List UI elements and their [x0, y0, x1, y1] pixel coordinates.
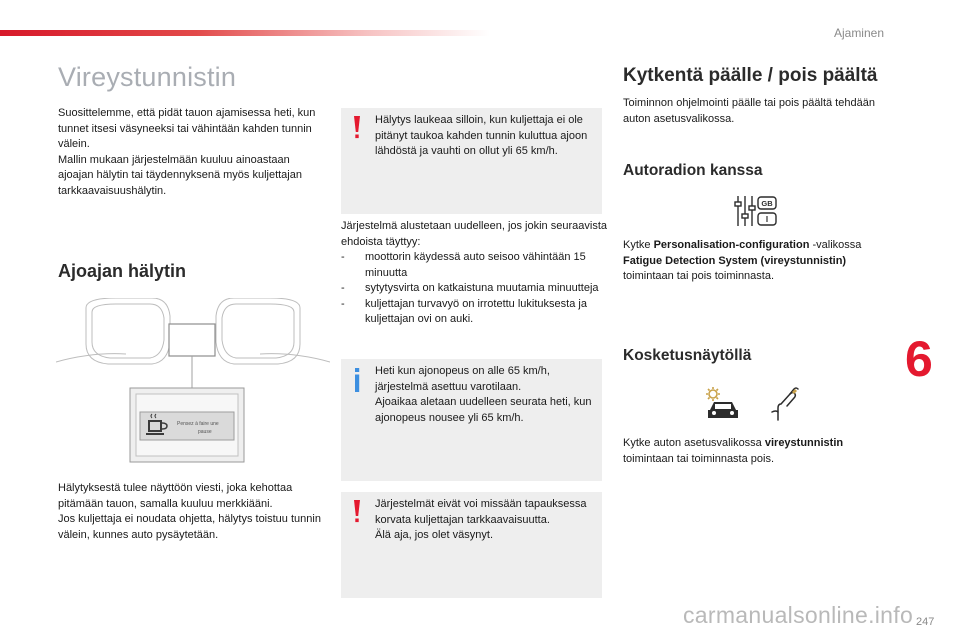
radio-menu-name: Personalisation-configuration: [653, 239, 810, 251]
screen-message-line-2: pause: [198, 429, 212, 435]
reset-intro: Järjestelmä alustetaan uudelleen, jos jokin seuraavista ehdoista täyttyy:: [341, 220, 607, 248]
radio-heading: Autoradion kanssa: [623, 162, 763, 179]
warning-text-2: [375, 497, 594, 544]
touchscreen-text-suffix: toimintaan tai toiminnasta pois.: [623, 452, 775, 465]
page-title: Vireystunnistin: [58, 62, 237, 92]
watermark: carmanualsonline.info: [683, 602, 914, 628]
radio-icon-label-i: I: [765, 215, 769, 224]
warning-box-attention: [341, 492, 602, 598]
warning-box-alert-trigger: [341, 108, 602, 214]
radio-text-mid: -valikossa: [809, 239, 862, 251]
header-accent-bar: [0, 30, 490, 36]
screen-message-line-1: Pensez à faire une: [177, 421, 219, 427]
drive-time-paragraph-1: Hälytyksestä tulee näyttöön viesti, joka kehottaa pitämään tauon, samalla kuuluu merkkiääni.: [58, 482, 293, 510]
warning-2-paragraph-2: Älä aja, jos olet väsynyt.: [375, 529, 494, 541]
activation-heading: Kytkentä päälle / pois päältä: [623, 65, 878, 86]
drive-time-heading: Ajoajan hälytin: [58, 261, 187, 281]
touchscreen-text-prefix: Kytke auton asetusvalikossa: [623, 437, 765, 449]
info-paragraph-1: Heti kun ajonopeus on alle 65 km/h, järjestelmä asettuu varotilaan.: [375, 365, 550, 393]
touchscreen-function-name: vireystunnistin: [764, 437, 844, 449]
radio-icon-label-gb: GB: [761, 199, 773, 208]
warning-exclamation-icon: [353, 116, 361, 140]
info-icon: [353, 368, 361, 392]
radio-text: [623, 238, 898, 285]
section-label: Ajaminen: [833, 26, 884, 40]
warning-exclamation-icon: [353, 500, 361, 524]
radio-text-suffix: toimintaan tai pois toiminnasta.: [623, 270, 775, 282]
reset-conditions-list: [341, 250, 607, 328]
list-item: [341, 281, 607, 297]
car-settings-icon: [704, 384, 742, 422]
page-number: 247: [916, 616, 935, 628]
list-item-text: kuljettajan turvavyö on irrotettu lukituksesta ja kuljettajan ovi on auki.: [365, 297, 587, 325]
touch-hand-icon: [770, 386, 800, 422]
list-item-text: sytytysvirta on katkaistuna muutamia minuutteja: [365, 282, 599, 294]
radio-function-name: Fatigue Detection System (vireystunnistin): [623, 254, 847, 267]
dashboard-alert-illustration: [56, 298, 330, 468]
touchscreen-heading: Kosketusnäytöllä: [623, 347, 752, 364]
settings-sliders-icon: [732, 194, 778, 228]
info-paragraph-2: Ajoaikaa aletaan uudelleen seurata heti, kun ajonopeus nousee yli 65 km/h.: [375, 396, 592, 424]
list-item: [341, 297, 607, 328]
info-box-standby: [341, 359, 602, 481]
list-item-text: moottorin käydessä auto seisoo vähintään 15 minuutta: [365, 251, 586, 279]
activation-text: Toiminnon ohjelmointi päälle tai pois päältä tehdään auton asetusvalikossa.: [623, 97, 875, 125]
list-dash: -: [341, 282, 345, 294]
chapter-number: 6: [905, 331, 933, 387]
touchscreen-text: [623, 436, 893, 467]
list-dash: -: [341, 297, 345, 310]
radio-text-prefix: Kytke: [623, 239, 654, 251]
drive-time-text: [58, 481, 326, 543]
info-text: [375, 364, 594, 426]
intro-text: [58, 106, 326, 199]
intro-paragraph-2: Mallin mukaan järjestelmään kuuluu ainoastaan ajoajan hälytin tai täydennyksenä myös kuljettajan tarkkaavaisuushälytin.: [58, 153, 302, 197]
warning-2-paragraph-1: Järjestelmät eivät voi missään tapauksessa korvata kuljettajan tarkkaavaisuutta.: [375, 498, 587, 526]
drive-time-paragraph-2: Jos kuljettaja ei noudata ohjetta, hälytys toistuu tunnin välein, kunnes auto pysäytetään.: [58, 513, 321, 541]
warning-text-1: Hälytys laukeaa silloin, kun kuljettaja ei ole pitänyt taukoa kahden tunnin kuluttua ajoon lähdöstä ja vauhti on ollut yli 65 km/h.: [375, 114, 588, 157]
list-item: [341, 250, 607, 281]
intro-paragraph-1: Suosittelemme, että pidät tauon ajamisessa heti, kun tunnet itsesi väsyneeksi tai vähintään kahden tunnin välein.: [58, 107, 316, 150]
list-dash: -: [341, 251, 345, 263]
